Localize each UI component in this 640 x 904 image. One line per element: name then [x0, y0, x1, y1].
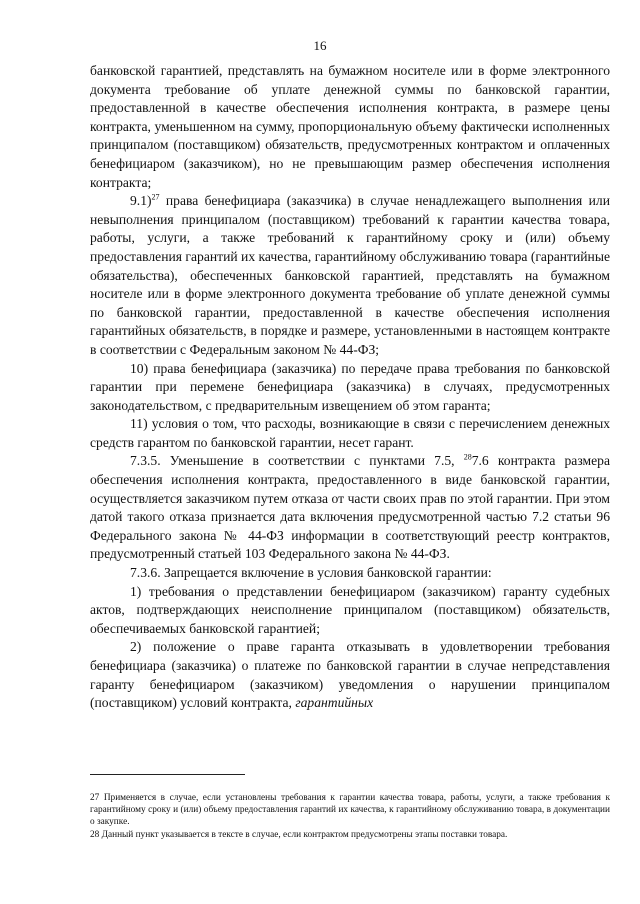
footnote-ref-27: 27	[151, 192, 160, 202]
footnote-27: 27 Применяется в случае, если установлены требования к гарантии качества товара, работы, услуги, а также требования к гарантийному сроку и (или) объему предоставления гарантий их качества, к гарантийному обслуживанию товара, в документации о закупке.	[90, 793, 610, 828]
footnote-28: 28 Данный пункт указывается в тексте в случае, если контрактом предусмотрены этапы поставки товара.	[90, 829, 508, 840]
body-text	[90, 62, 610, 713]
paragraph-10: 10) права бенефициара (заказчика) по передаче права требования по банковской гарантии при перемене бенефициара (заказчика) в случаях, предусмотренных законодательством, с предварительным извещением об этом гаранта;	[90, 360, 610, 413]
paragraph-item-2: 2) положение о праве гаранта отказывать в удовлетворении требования бенефициара (заказчика) о платеже по банковской гарантии в случае непредставления гаранту бенефициаром (заказчиком) уведомления о нарушении принципалом (поставщиком) условий контракта, гарантийных	[90, 639, 610, 711]
page-number: 16	[313, 38, 327, 53]
paragraph-9-1: 9.1)$^{27}$ права бенефициара (заказчика) в случае ненадлежащего выполнения или невыполнения принципалом (поставщиком) требований к гарантии качества товара, работы, услуги, а также требований к гарантийному сроку и (или) объему предоставления гарантий их качества, гарантийному обслуживанию товара (гарантийные обязательства), обеспеченных банковской гарантией, представлять на бумажном носителе или в форме электронного документа требование об уплате денежной суммы по банковской гарантии, предоставленной в качестве обеспечения исполнения гарантийных обязательств, в порядке и размере, установленными в настоящем контракте в соответствии с Федеральным законом № 44-ФЗ;	[90, 192, 610, 357]
paragraph-item-1: 1) требования о представлении бенефициаром (заказчиком) гаранту судебных актов, подтверждающих неисполнение принципалом (поставщиком) обязательств, обеспечиваемых банковской гарантией;	[90, 583, 610, 636]
paragraph-guarantee-claim: банковской гарантией, представлять на бумажном носителе или в форме электронного документа требование об уплате денежной суммы по банковской гарантии, предоставленной в качестве обеспечения исполнения контракта, в размере цены контракта, уменьшенном на сумму, пропорциональную объему фактически исполненных принципалом (поставщиком) обязательств, предусмотренных контрактом и оплаченных бенефициаром (заказчиком), но не превышающим размер обеспечения исполнения контракта;	[90, 63, 610, 190]
footnote-separator	[90, 774, 245, 775]
footnotes	[90, 792, 610, 841]
paragraph-11: 11) условия о том, что расходы, возникающие в связи с перечислением денежных средств гарантом по банковской гарантии, несет гарант.	[90, 416, 610, 450]
italic-continuation: гарантийных	[295, 695, 374, 711]
footnote-ref-28: 28	[463, 452, 472, 462]
paragraph-7-3-6: 7.3.6. Запрещается включение в условия банковской гарантии:	[130, 565, 492, 581]
paragraph-7-3-5: 7.3.5. Уменьшение в соответствии с пунктами 7.5, $^{28}$7.6 контракта размера обеспечения исполнения контракта, предоставленного в виде банковской гарантии, осуществляется заказчиком путем отказа от части своих прав по этой гарантии. При этом датой такого отказа признается дата включения предусмотренной частью 7.2 статьи 96 Федерального закона № 44-ФЗ информации в соответствующий реестр контрактов, предусмотренный статьей 103 Федерального закона № 44-ФЗ.	[90, 452, 610, 562]
